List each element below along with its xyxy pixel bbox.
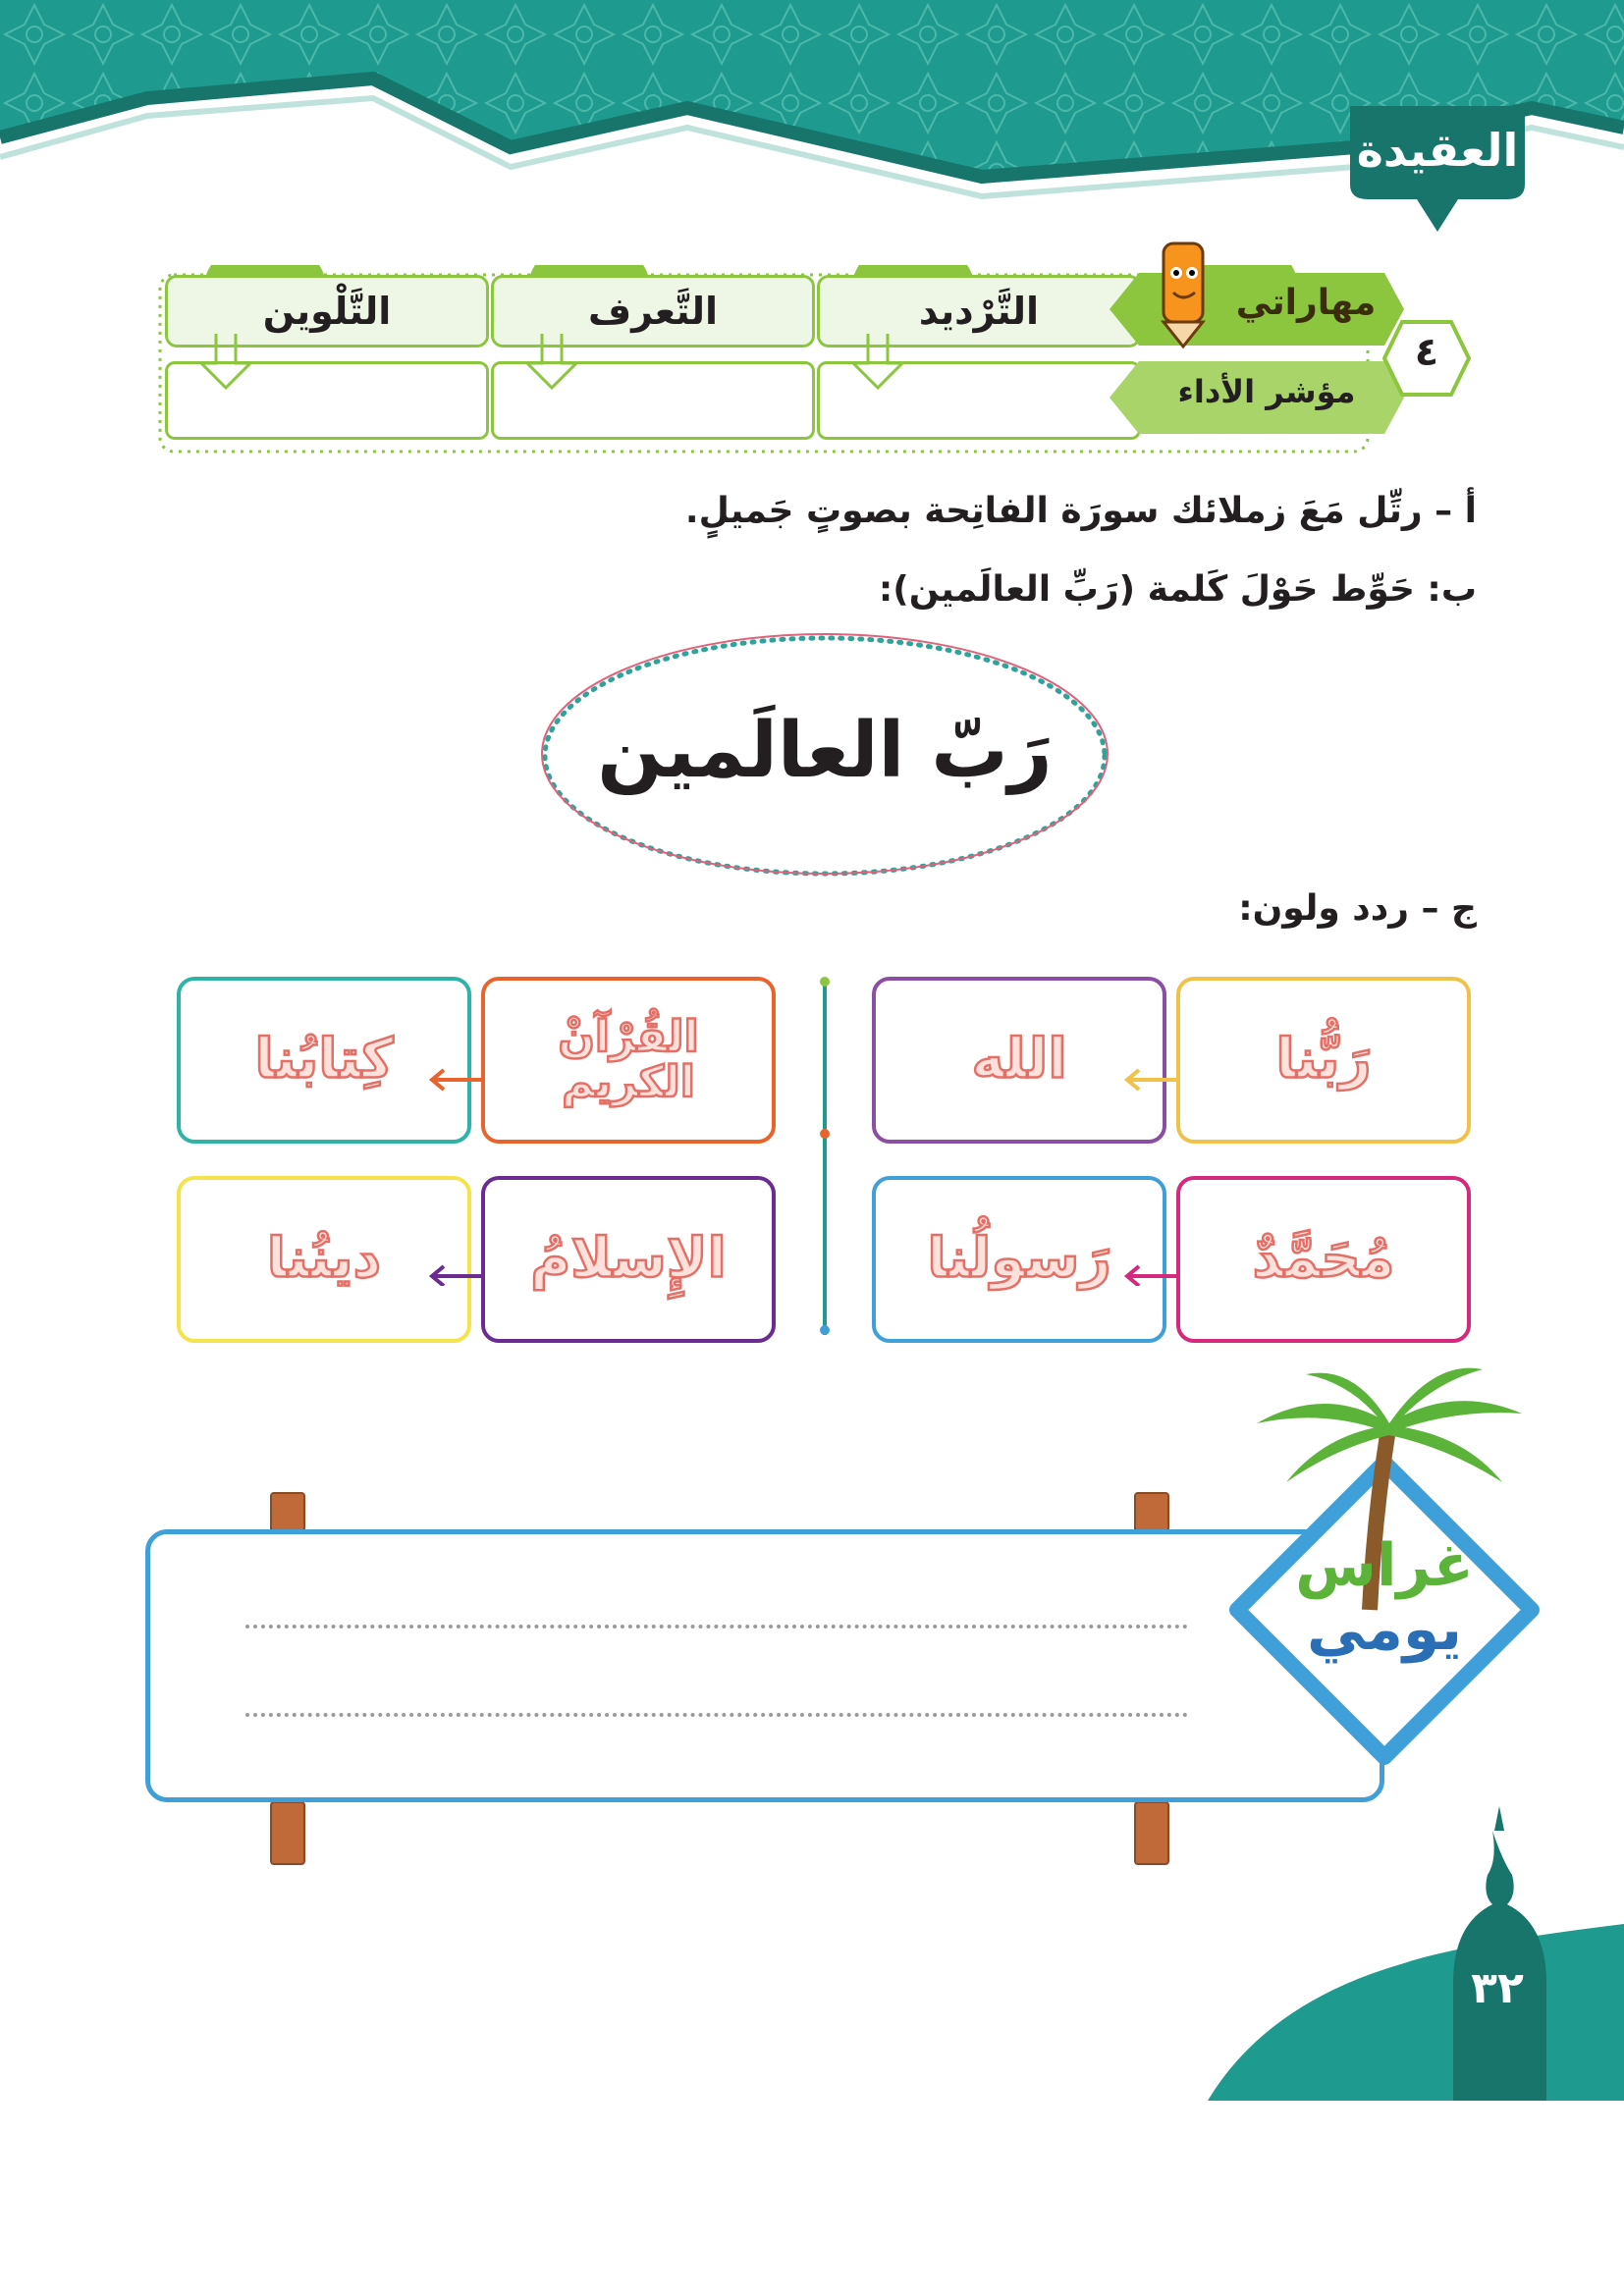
writing-line[interactable] [245, 1625, 1188, 1629]
skill-coloring-label: التَّلْوين [262, 290, 392, 333]
instruction-a: أ – رتِّل مَعَ زملائك سورَة الفاتِحة بصوتٍ جَميلٍ. [684, 491, 1477, 531]
skill-repetition-label: التَّرْديد [918, 290, 1040, 333]
card-word: الله [971, 1027, 1067, 1092]
card-word: رَسولُنا [927, 1226, 1111, 1291]
card-word: الإِسلامُ [530, 1226, 727, 1291]
word-card[interactable] [1176, 1176, 1471, 1343]
skill-recognition-label: التَّعرف [587, 290, 719, 333]
card-word: مُحَمَّدٌ [1252, 1226, 1395, 1291]
card-word: رَبُّنا [1275, 1027, 1372, 1092]
card-word: كِتابُنا [254, 1027, 394, 1092]
badge-line2: يومي [1307, 1595, 1462, 1664]
exercise-number: ٤ [1414, 330, 1439, 375]
instruction-b: ب: حَوِّط حَوْلَ كَلمة (رَبِّ العالَمين): [878, 569, 1477, 610]
skills-label: مهاراتي [1235, 283, 1377, 323]
card-word: القُرْآنْ الكريم [558, 1011, 699, 1107]
pencil-mascot-icon [1149, 234, 1218, 351]
badge-line1: غراس [1295, 1531, 1474, 1600]
writing-board [145, 1529, 1384, 1802]
indicator-label: مؤشر الأداء [1177, 373, 1356, 410]
mosque-dome-footer [1208, 1806, 1624, 2101]
subject-tab [1350, 106, 1525, 204]
board-post [1134, 1801, 1169, 1865]
instruction-c: ج – ردد ولون: [1238, 888, 1477, 929]
page-number: ٣٢ [1471, 1963, 1524, 2013]
word-card[interactable] [1176, 977, 1471, 1144]
card-word: دينُنا [266, 1226, 382, 1291]
target-word: رَبّ العالَمين [597, 707, 1053, 795]
writing-line[interactable] [245, 1713, 1188, 1717]
subject-title: العقيدة [1356, 124, 1519, 177]
column-divider [815, 977, 835, 1340]
board-post [270, 1801, 305, 1865]
arrow-down-icons [196, 334, 1080, 393]
